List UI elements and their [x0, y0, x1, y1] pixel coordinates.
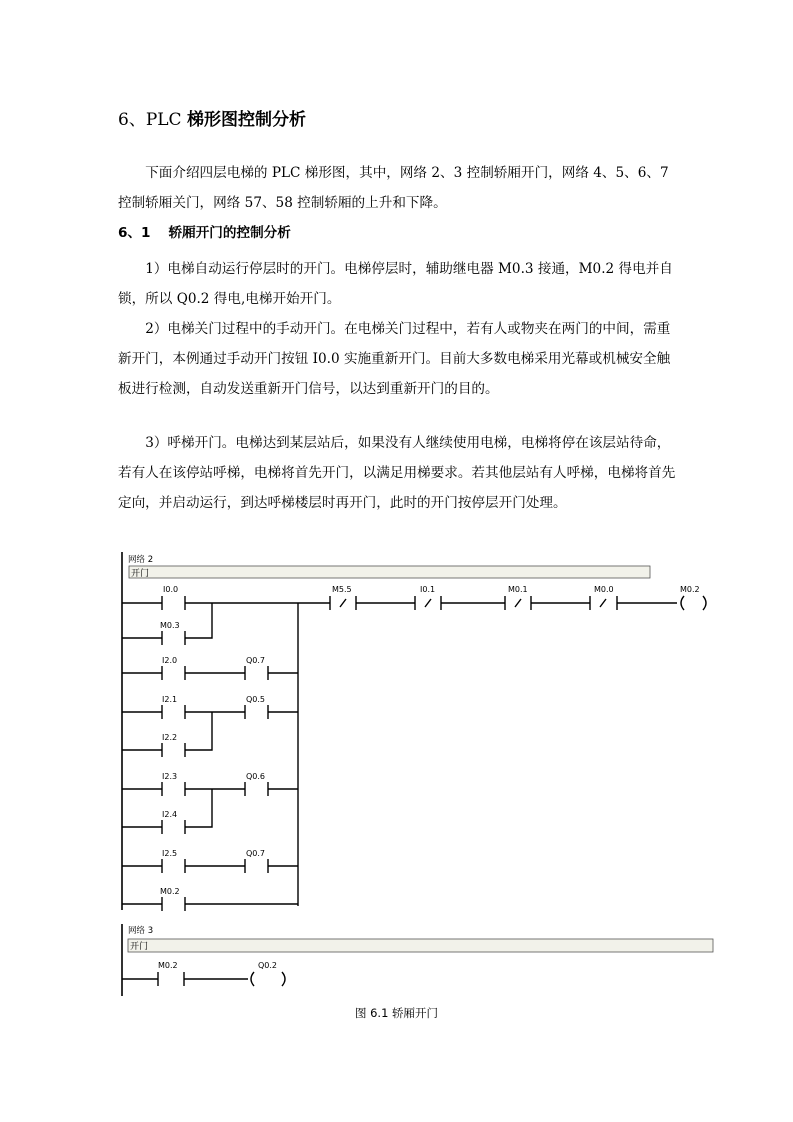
coil-m0-2: [680, 585, 706, 610]
svg-text:I0.1: I0.1: [420, 585, 436, 594]
contact-q0-7-a: [245, 656, 268, 680]
paragraph-3: 3）呼梯开门。电梯达到某层站后，如果没有人继续使用电梯，电梯将停在该层站待命，若有人在该停站呼梯，电梯将首先开门，以满足用梯要求。若其他层站有人呼梯，电梯将首先定向，并启动运行，到达呼梯楼层时再开门，此时的开门按停层开门处理。: [118, 435, 676, 511]
svg-text:M0.3: M0.3: [160, 621, 180, 630]
svg-text:I2.0: I2.0: [162, 656, 178, 665]
svg-text:I2.3: I2.3: [162, 772, 178, 781]
subsection-title: 轿厢开门的控制分析: [168, 225, 291, 241]
network-3-header: 网络 3: [128, 926, 154, 936]
contact-q0-6: [245, 772, 268, 796]
svg-text:Q0.2: Q0.2: [258, 961, 278, 970]
network-3-title: 开门: [130, 942, 149, 952]
svg-text:I0.0: I0.0: [163, 585, 179, 594]
svg-text:Q0.5: Q0.5: [246, 695, 266, 704]
svg-text:M0.1: M0.1: [508, 585, 528, 594]
contact-m0-3: [160, 621, 185, 645]
contact-i2-1: [162, 695, 185, 719]
svg-text:M0.0: M0.0: [594, 585, 614, 594]
svg-text:I2.2: I2.2: [162, 733, 178, 742]
contact-i2-5: [162, 849, 185, 873]
network-2: [122, 552, 706, 911]
network-2-title: 开门: [131, 569, 150, 579]
svg-text:M0.2: M0.2: [680, 585, 700, 594]
contact-m0-0-nc: [590, 585, 617, 610]
svg-text:M0.2: M0.2: [158, 961, 178, 970]
figure-caption: 图 6.1 轿厢开门: [354, 1006, 439, 1020]
svg-text:Q0.7: Q0.7: [246, 849, 266, 858]
network-3-title-box: [128, 939, 713, 952]
contact-m0-2: [158, 961, 184, 986]
contact-i2-4: [162, 810, 185, 834]
svg-text:Q0.7: Q0.7: [246, 656, 266, 665]
contact-i2-3: [162, 772, 185, 796]
svg-text:M0.2: M0.2: [160, 887, 180, 896]
contact-i0-1-nc: [415, 585, 441, 610]
network-2-header: 网络 2: [128, 555, 154, 565]
paragraph-2: 2）电梯关门过程中的手动开门。在电梯关门过程中，若有人或物夹在两门的中间，需重新开门，本例通过手动开门按钮 I0.0 实施重新开门。目前大多数电梯采用光幕或机械安全触板进行检测，自动发送重新开门信号，以达到重新开门的目的。: [118, 321, 671, 397]
network-2-title-box: [129, 566, 650, 578]
section-title: 梯形图控制分析: [186, 110, 306, 130]
svg-text:I2.5: I2.5: [162, 849, 178, 858]
contact-i2-2: [162, 733, 185, 757]
subsection-number: 6、1: [118, 225, 151, 241]
section-number: 6、PLC: [118, 110, 187, 130]
paragraph-1: 1）电梯自动运行停层时的开门。电梯停层时，辅助继电器 M0.3 接通，M0.2 得电并自锁，所以 Q0.2 得电,电梯开始开门。: [118, 261, 673, 307]
contact-q0-5: [245, 695, 268, 719]
contact-i2-0: [162, 656, 185, 680]
svg-text:I2.4: I2.4: [162, 810, 178, 819]
coil-q0-2: [251, 961, 285, 986]
svg-text:M5.5: M5.5: [332, 585, 352, 594]
contact-m5-5-nc: [330, 585, 356, 610]
intro-paragraph: 下面介绍四层电梯的 PLC 梯形图，其中，网络 2、3 控制轿厢开门，网络 4、5、6、7 控制轿厢关门，网络 57、58 控制轿厢的上升和下降。: [118, 165, 669, 211]
svg-text:I2.1: I2.1: [162, 695, 178, 704]
contact-m0-2-hold: [160, 887, 185, 911]
network-3: [122, 924, 713, 996]
contact-m0-1-nc: [505, 585, 531, 610]
contact-q0-7-b: [245, 849, 268, 873]
contact-i0-0: [162, 585, 185, 610]
svg-text:Q0.6: Q0.6: [246, 772, 266, 781]
